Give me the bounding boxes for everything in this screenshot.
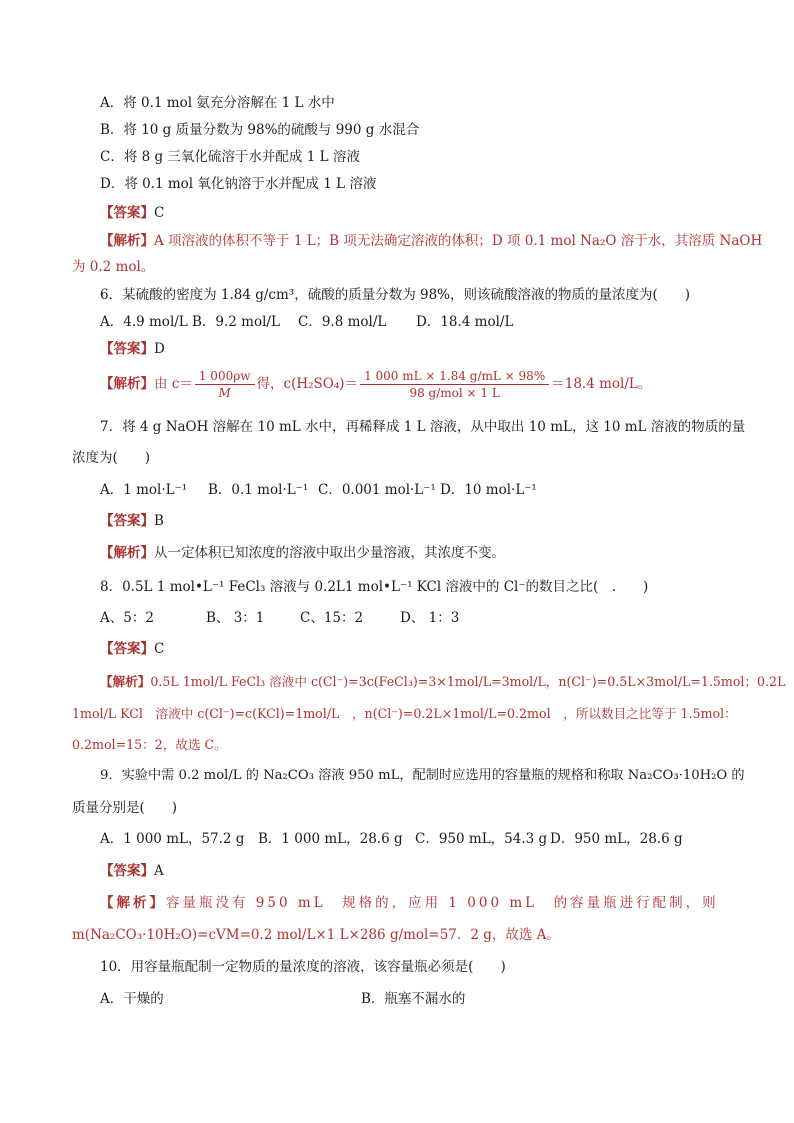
calc-fraction [360, 368, 549, 401]
q8-explanation-cont2: 0.2mol=15：2，故选 C。 [72, 737, 227, 752]
q7-stem: 7．将 4 g NaOH 溶解在 10 mL 水中，再稀释成 1 L 溶液，从中取出 10 mL，这 10 mL 溶液的物质的量 [100, 419, 746, 435]
q6-option-c: C．9.8 mol/L [298, 314, 387, 330]
q6-stem: 6．某硫酸的密度为 1.84 g/cm³，硫酸的质量分数为 98%，则该硫酸溶液的物质的量浓度为( ) [100, 287, 691, 303]
answer-value: C [154, 641, 165, 657]
fraction-denominator: 98 g/mol × 1 L [409, 386, 500, 400]
q9-stem: 9．实验中需 0.2 mol/L 的 Na₂CO₃ 溶液 950 mL，配制时应选用的容量瓶的规格和称取 Na₂CO₃·10H₂O 的 [100, 768, 745, 783]
explanation-pre: 由 c＝ [154, 376, 193, 392]
answer-tag: 【答案】 [100, 863, 154, 879]
q7-option-c: C．0.001 mol·L⁻¹ [318, 482, 436, 498]
q7-options [100, 481, 537, 499]
q7-option-a: A．1 mol·L⁻¹ [100, 482, 188, 498]
q9-explanation [100, 894, 719, 912]
q10-stem: 10．用容量瓶配制一定物质的量浓度的溶液，该容量瓶必须是( ) [100, 959, 506, 975]
q6-option-b: B．9.2 mol/L [192, 314, 280, 330]
q7-stem-cont: 浓度为( ) [72, 450, 151, 466]
answer-tag: 【答案】 [100, 513, 154, 529]
q6-option-a: A．4.9 mol/L [100, 314, 188, 330]
q7-option-d: D．10 mol·L⁻¹ [440, 482, 537, 498]
q8-option-b: B、 3：1 [206, 610, 265, 626]
q6-explanation [100, 366, 651, 402]
formula-fraction [195, 368, 255, 401]
q5-explanation [100, 232, 762, 250]
q7-option-b: B．0.1 mol·L⁻¹ [208, 482, 309, 498]
answer-value: A [154, 863, 164, 879]
explanation-text: 从一定体积已知浓度的溶液中取出少量溶液，其浓度不变。 [154, 545, 505, 561]
q8-option-d: D、 1：3 [400, 610, 460, 626]
q5-option-d: D．将 0.1 mol 氧化钠溶于水并配成 1 L 溶液 [100, 176, 377, 192]
q5-answer [100, 204, 164, 222]
q8-explanation [100, 673, 785, 691]
q9-option-d: D．950 mL，28.6 g [550, 831, 683, 847]
q8-option-c: C、15：2 [300, 610, 364, 626]
q7-explanation [100, 544, 505, 562]
q5-explanation-cont: 为 0.2 mol。 [72, 259, 155, 275]
explanation-tag: 【解析】 [100, 895, 166, 911]
answer-tag: 【答案】 [100, 641, 154, 657]
q8-options [100, 609, 459, 627]
q8-explanation-cont1: 1mol/L KCl 溶液中 c(Cl⁻)=c(KCl)=1mol/L ，n(Cl⁻)=0.2L×1mol/L=0.2mol ，所以数目之比等于 1.5mol： [72, 706, 737, 721]
answer-tag: 【答案】 [100, 341, 154, 357]
fraction-numerator: 1 000ρw [195, 368, 255, 385]
explanation-mid: 得，c(H₂SO₄)＝ [256, 376, 359, 392]
q10-option-b: B．瓶塞不漏水的 [361, 991, 466, 1007]
q9-options [100, 830, 683, 848]
q7-answer [100, 512, 164, 530]
q6-options [100, 313, 513, 331]
q5-option-c: C．将 8 g 三氧化硫溶于水并配成 1 L 溶液 [100, 149, 360, 165]
fraction-numerator: 1 000 mL × 1.84 g/mL × 98% [360, 368, 549, 385]
explanation-text: A 项溶液的体积不等于 1 L；B 项无法确定溶液的体积；D 项 0.1 mol Na₂O 溶于水，其溶质 NaOH [154, 233, 763, 249]
q9-option-b: B．1 000 mL，28.6 g [258, 831, 403, 847]
answer-tag: 【答案】 [100, 205, 154, 221]
explanation-tag: 【解析】 [100, 376, 154, 392]
answer-value: C [154, 205, 165, 221]
q9-stem-cont: 质量分别是( ) [72, 800, 178, 816]
q8-stem: 8．0.5L 1 mol•L⁻¹ FeCl₃ 溶液与 0.2L1 mol•L⁻¹ KCl 溶液中的 Cl⁻的数目之比( . ) [100, 579, 649, 595]
q9-option-c: C．950 mL，54.3 g [415, 831, 548, 847]
q8-option-a: A、5：2 [100, 610, 154, 626]
q6-option-d: D．18.4 mol/L [416, 314, 514, 330]
q8-answer [100, 640, 164, 658]
explanation-tag: 【解析】 [100, 233, 154, 249]
q9-explanation-cont: m(Na₂CO₃·10H₂O)=cVM=0.2 mol/L×1 L×286 g/mol=57．2 g，故选 A。 [72, 927, 560, 943]
answer-value: D [154, 341, 165, 357]
explanation-text: 容量瓶没有 950 mL 规格的，应用 1 000 mL 的容量瓶进行配制，则 [166, 895, 719, 911]
q6-answer [100, 340, 165, 358]
explanation-tag: 【解析】 [100, 545, 154, 561]
q10-option-a: A．干燥的 [100, 991, 164, 1007]
explanation-post: ＝18.4 mol/L。 [551, 376, 652, 392]
explanation-tag: 【解析】 [100, 674, 151, 689]
explanation-text: 0.5L 1mol/L FeCl₃ 溶液中 c(Cl⁻)=3c(FeCl₃)=3×1mol/L=3mol/L，n(Cl⁻)=0.5L×3mol/L=1.5mol；0.2L [150, 674, 786, 689]
q9-answer [100, 862, 164, 880]
fraction-denominator: M [218, 386, 231, 400]
q5-option-b: B．将 10 g 质量分数为 98%的硫酸与 990 g 水混合 [100, 122, 420, 138]
q9-option-a: A．1 000 mL，57.2 g [100, 831, 245, 847]
q5-option-a: A．将 0.1 mol 氨充分溶解在 1 L 水中 [100, 95, 335, 111]
answer-value: B [154, 513, 164, 529]
